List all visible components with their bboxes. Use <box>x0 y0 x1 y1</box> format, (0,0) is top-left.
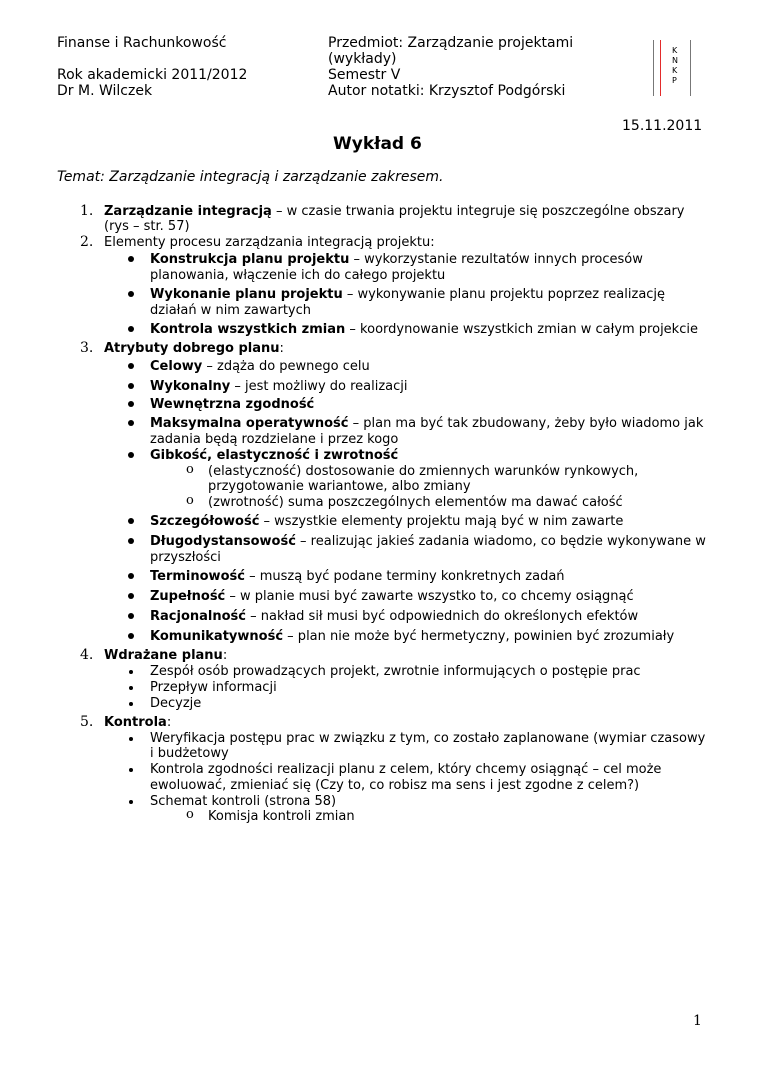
list-item-text: – plan nie może być hermetyczny, powinien być zrozumiały <box>283 629 675 644</box>
section-text: : <box>222 648 228 663</box>
list-item-text: – jest możliwy do realizacji <box>230 379 408 394</box>
list-item-bold: Kontrola wszystkich zmian <box>150 322 346 337</box>
list-item-bold: Długodystansowość <box>150 534 296 549</box>
page-title: Wykład 6 <box>333 134 422 154</box>
section-heading: Zarządzanie integracją <box>104 204 272 219</box>
header-subject-type: (wykłady) <box>328 51 397 67</box>
logo-letter: P <box>672 76 677 85</box>
list-item-text: Schemat kontroli (strona 58) <box>150 794 337 809</box>
list-item <box>150 569 565 585</box>
section-1-line <box>104 204 684 220</box>
lecture-date: 15.11.2011 <box>622 118 703 134</box>
logo-line-left <box>653 40 654 96</box>
bullet-dot <box>128 291 134 297</box>
bullet-dot <box>129 670 133 674</box>
list-item-text: Kontrola zgodności realizacji planu z celem, który chcemy osiągnąć – cel może <box>150 762 662 777</box>
list-item-bold: Komunikatywność <box>150 629 284 644</box>
circle-bullet: o <box>186 493 194 508</box>
section-heading: Atrybuty dobrego planu <box>104 341 280 356</box>
bullet-dot <box>128 613 134 619</box>
list-item <box>150 379 408 395</box>
list-item <box>150 416 703 432</box>
header-subject: Przedmiot: Zarządzanie projektami <box>328 35 574 51</box>
header-author: Autor notatki: Krzysztof Podgórski <box>328 83 566 99</box>
list-item-text: – plan ma być tak zbudowany, żeby było wiadomo jak <box>348 416 704 431</box>
section-text: : <box>279 341 284 356</box>
bullet-dot <box>128 518 134 524</box>
circle-bullet: o <box>186 807 194 822</box>
list-item-text: – muszą być podane terminy konkretnych zadań <box>244 569 565 584</box>
list-item-bold: Gibkość, elastyczność i zwrotność <box>150 448 399 463</box>
list-item <box>150 589 634 605</box>
list-item-bold: Wewnętrzna zgodność <box>150 397 315 412</box>
bullet-dot <box>128 383 134 389</box>
list-item-bold: Wykonalny <box>150 379 231 394</box>
sub-item-text: (zwrotność) suma poszczególnych elementów ma dawać całość <box>208 495 623 510</box>
list-item-bold: Terminowość <box>150 569 245 584</box>
bullet-dot <box>128 363 134 369</box>
logo-letter: K <box>672 66 678 75</box>
list-item-bold: Szczegółowość <box>150 514 260 529</box>
logo-letter: N <box>672 56 678 65</box>
bullet-dot <box>129 737 133 741</box>
list-item-text: planowania, włączenie ich do całego projektu <box>150 268 446 283</box>
list-item-text: – nakład sił musi być odpowiednich do określonych efektów <box>246 609 639 624</box>
section-number: 5. <box>80 714 94 730</box>
list-item-bold: Konstrukcja planu projektu <box>150 252 350 267</box>
bullet-dot <box>128 633 134 639</box>
list-item-text: przyszłości <box>150 550 221 565</box>
list-item <box>150 252 643 268</box>
header-lecturer: Dr M. Wilczek <box>57 83 153 99</box>
logo-letter: K <box>672 46 678 55</box>
section-3-line <box>104 341 284 357</box>
bullet-dot <box>128 538 134 544</box>
section-heading: Wdrażane planu <box>104 648 223 663</box>
list-item-text: – wykorzystanie rezultatów innych procesów <box>349 252 643 267</box>
list-item-text: – zdąża do pewnego celu <box>202 359 370 374</box>
section-text: – w czasie trwania projektu integruje się poszczególne obszary <box>271 204 685 219</box>
sub-item-text: (elastyczność) dostosowanie do zmiennych warunków rynkowych, <box>208 464 639 479</box>
list-item <box>150 609 638 625</box>
list-item-bold: Racjonalność <box>150 609 246 624</box>
list-item-text: Przepływ informacji <box>150 680 277 695</box>
bullet-dot <box>129 702 133 706</box>
bullet-dot <box>129 686 133 690</box>
bullet-dot <box>128 326 134 332</box>
list-item <box>150 287 665 303</box>
list-item <box>150 359 370 375</box>
section-number: 4. <box>80 647 94 663</box>
list-item <box>150 514 623 530</box>
section-text: : <box>166 715 172 730</box>
list-item-text: Weryfikacja postępu prac w związku z tym, co zostało zaplanowane (wymiar czasowy <box>150 731 706 746</box>
list-item-bold: Maksymalna operatywność <box>150 416 349 431</box>
bullet-dot <box>128 420 134 426</box>
header-semester: Semestr V <box>328 67 401 83</box>
bullet-dot <box>128 593 134 599</box>
list-item-text: – w planie musi być zawarte wszystko to, co chcemy osiągnąć <box>225 589 634 604</box>
page-number: 1 <box>693 1013 702 1029</box>
list-item <box>150 397 314 413</box>
sub-item-text: przygotowanie wariantowe, albo zmiany <box>208 479 471 494</box>
section-text: Elementy procesu zarządzania integracją projektu: <box>104 235 435 250</box>
logo-line-red <box>660 40 661 96</box>
list-item-text: – wszystkie elementy projektu mają być w nim zawarte <box>259 514 624 529</box>
list-item-text: Zespół osób prowadzących projekt, zwrotnie informujących o postępie prac <box>150 664 641 679</box>
list-item-bold: Wykonanie planu projektu <box>150 287 343 302</box>
list-item-text: – realizując jakieś zadania wiadomo, co będzie wykonywane w <box>295 534 706 549</box>
section-number: 2. <box>80 234 94 250</box>
sub-item-text: Komisja kontroli zmian <box>208 809 355 824</box>
section-4-line <box>104 648 227 664</box>
header-department: Finanse i Rachunkowość <box>57 35 227 51</box>
list-item-text: i budżetowy <box>150 746 229 761</box>
bullet-dot <box>129 768 133 772</box>
list-item-text: – koordynowanie wszystkich zmian w całym projekcie <box>345 322 698 337</box>
section-heading: Kontrola <box>104 715 167 730</box>
section-number: 3. <box>80 340 94 356</box>
logo-line-right <box>690 40 691 96</box>
bullet-dot <box>128 452 134 458</box>
circle-bullet: o <box>186 462 194 477</box>
header-academic-year: Rok akademicki 2011/2012 <box>57 67 248 83</box>
list-item-text: – wykonywanie planu projektu poprzez realizację <box>342 287 666 302</box>
bullet-dot <box>128 401 134 407</box>
list-item-bold: Zupełność <box>150 589 226 604</box>
bullet-dot <box>129 800 133 804</box>
list-item <box>150 534 706 550</box>
lecture-topic: Temat: Zarządzanie integracją i zarządzanie zakresem. <box>57 169 444 185</box>
section-text: (rys – str. 57) <box>104 219 190 234</box>
list-item-bold: Celowy <box>150 359 203 374</box>
list-item <box>150 629 674 645</box>
bullet-dot <box>128 256 134 262</box>
list-item-text: ewoluować, zmieniać się (Czy to, co robisz ma sens i jest zgodne z celem?) <box>150 778 640 793</box>
list-item-text: działań w nim zawartych <box>150 303 312 318</box>
list-item-text: zadania będą rozdzielane i przez kogo <box>150 432 399 447</box>
list-item-text: Decyzje <box>150 696 202 711</box>
section-5-line <box>104 715 171 731</box>
section-number: 1. <box>80 203 94 219</box>
bullet-dot <box>128 573 134 579</box>
list-item <box>150 322 698 338</box>
